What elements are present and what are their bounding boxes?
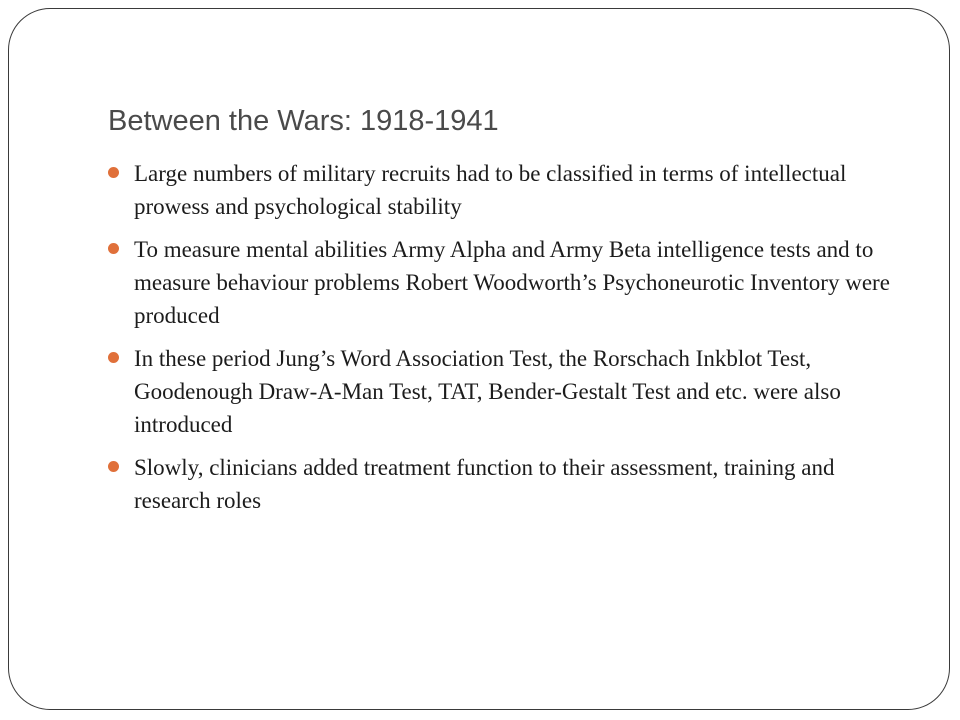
bullet-text: In these period Jung’s Word Association Test, the Rorschach Inkblot Test, Goodenough Draw-A-Man Test, TAT, Bender-Gestalt Test and etc. were also introduced — [134, 346, 841, 437]
bullet-item — [106, 157, 896, 223]
bullet-dot-icon — [108, 167, 119, 178]
bullet-text: To measure mental abilities Army Alpha and Army Beta intelligence tests and to measure behaviour problems Robert Woodworth’s Psychoneurotic Inventory were produced — [134, 237, 890, 328]
bullet-item — [106, 233, 896, 332]
bullet-item — [106, 451, 896, 517]
bullet-dot-icon — [108, 352, 119, 363]
slide-title: Between the Wars: 1918-1941 — [108, 105, 499, 137]
bullet-dot-icon — [108, 243, 119, 254]
bullet-dot-icon — [108, 461, 119, 472]
bullet-text: Slowly, clinicians added treatment function to their assessment, training and research roles — [134, 455, 835, 513]
bullet-text: Large numbers of military recruits had to be classified in terms of intellectual prowess and psychological stability — [134, 161, 847, 219]
bullet-list — [106, 157, 896, 527]
bullet-item — [106, 342, 896, 441]
